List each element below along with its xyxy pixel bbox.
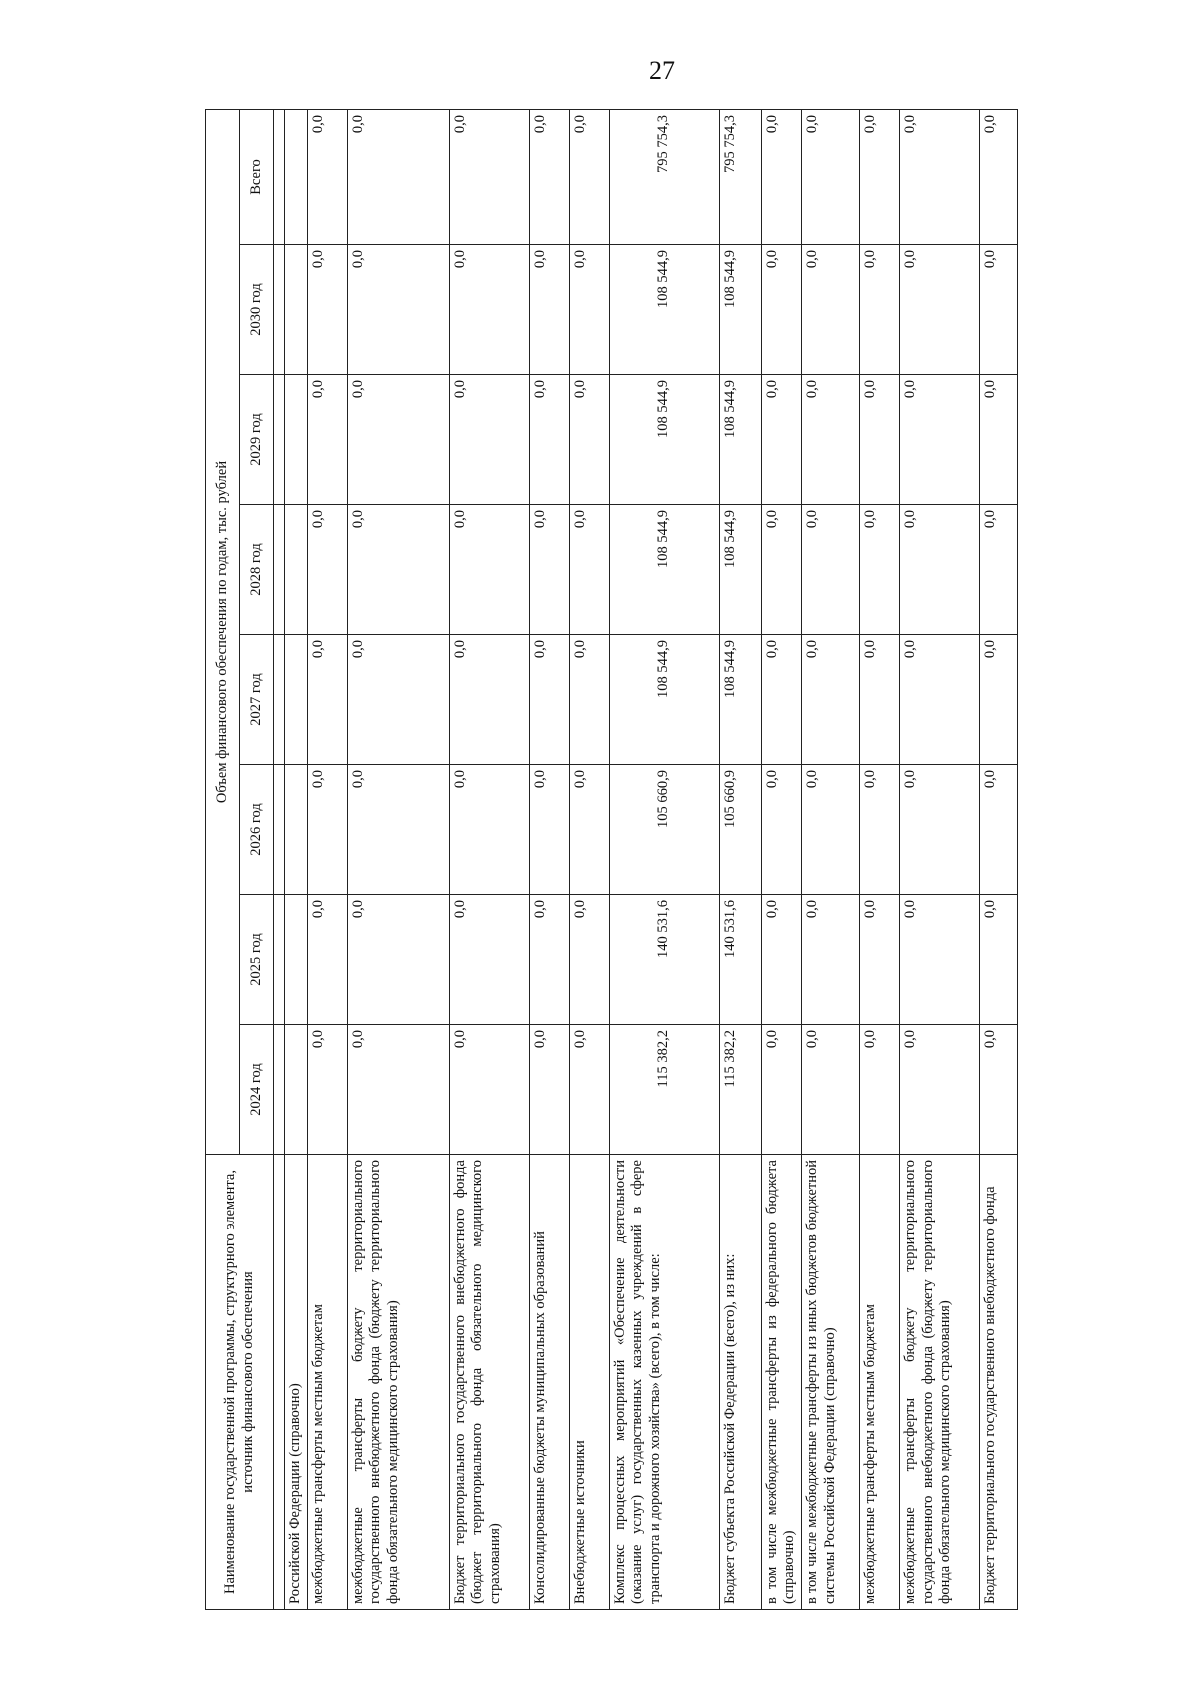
- header-year: 2024 год: [240, 1025, 274, 1155]
- row-value-cell: 0,0: [802, 245, 860, 375]
- row-name-cell: межбюджетные трансферты бюджету территориального государственного внебюджетного фонда (бюджету территориального фонда обязательного медицинского страхования): [347, 1155, 449, 1610]
- row-value-cell: 0,0: [860, 635, 900, 765]
- row-value-cell: 0,0: [761, 375, 801, 505]
- row-total-cell: 0,0: [569, 109, 609, 244]
- row-value-cell: 0,0: [761, 635, 801, 765]
- row-total-cell: 0,0: [529, 109, 569, 244]
- row-name-cell: в том числе межбюджетные трансферты из федерального бюджета (справочно): [761, 1155, 801, 1610]
- row-value-cell: 105 660,9: [609, 765, 719, 895]
- row-value-cell: 108 544,9: [609, 375, 719, 505]
- row-total-cell: 0,0: [802, 109, 860, 244]
- row-value-cell: 0,0: [802, 505, 860, 635]
- row-value-cell: [285, 245, 308, 375]
- table-row: [900, 109, 980, 1609]
- row-value-cell: 0,0: [449, 635, 529, 765]
- row-value-cell: 0,0: [449, 505, 529, 635]
- row-value-cell: 0,0: [569, 1025, 609, 1155]
- header-financing-group: Объем финансового обеспечения по годам, тыс. рублей: [206, 109, 240, 1154]
- row-name-cell: Комплекс процессных мероприятий «Обеспечение деятельности (оказание услуг) государственных казенных учреждений в сфере транспорта и дорожного хозяйства» (всего), в том числе:: [609, 1155, 719, 1610]
- row-value-cell: 0,0: [569, 375, 609, 505]
- row-value-cell: 0,0: [761, 1025, 801, 1155]
- row-value-cell: 0,0: [761, 765, 801, 895]
- row-value-cell: 0,0: [900, 895, 980, 1025]
- row-name-cell: Бюджет территориального государственного внебюджетного фонда (бюджет территориального фонда обязательного медицинского страхования): [449, 1155, 529, 1610]
- row-value-cell: 0,0: [529, 245, 569, 375]
- header-name-column: Наименование государственной программы, структурного элемента, источник финансового обеспечения: [206, 1155, 274, 1610]
- row-total-cell: 795 754,3: [719, 109, 761, 244]
- row-value-cell: 0,0: [569, 245, 609, 375]
- row-value-cell: 0,0: [307, 245, 347, 375]
- row-value-cell: 0,0: [449, 375, 529, 505]
- row-value-cell: 0,0: [307, 765, 347, 895]
- row-name-cell: межбюджетные трансферты местным бюджетам: [307, 1155, 347, 1610]
- row-value-cell: 0,0: [900, 1025, 980, 1155]
- row-name-cell: Внебюджетные источники: [569, 1155, 609, 1610]
- row-value-cell: [285, 375, 308, 505]
- row-value-cell: 0,0: [569, 765, 609, 895]
- row-value-cell: 0,0: [980, 1025, 1018, 1155]
- table-row: [347, 109, 449, 1609]
- row-value-cell: [285, 895, 308, 1025]
- row-value-cell: 0,0: [529, 895, 569, 1025]
- row-value-cell: [285, 1025, 308, 1155]
- row-value-cell: 0,0: [347, 895, 449, 1025]
- financing-table: [205, 109, 1018, 1610]
- row-value-cell: 0,0: [802, 765, 860, 895]
- header-year: 2029 год: [240, 375, 274, 505]
- row-value-cell: 0,0: [347, 635, 449, 765]
- row-value-cell: 0,0: [761, 895, 801, 1025]
- row-total-cell: 0,0: [900, 109, 980, 244]
- table-row: [980, 109, 1018, 1609]
- row-value-cell: 108 544,9: [609, 635, 719, 765]
- row-value-cell: 0,0: [860, 1025, 900, 1155]
- row-name-cell: Бюджет субъекта Российской Федерации (всего), из них:: [719, 1155, 761, 1610]
- row-value-cell: 0,0: [307, 895, 347, 1025]
- table-row: [719, 109, 761, 1609]
- row-value-cell: 0,0: [860, 245, 900, 375]
- table-row: [802, 109, 860, 1609]
- row-value-cell: 0,0: [860, 895, 900, 1025]
- row-value-cell: 0,0: [449, 895, 529, 1025]
- row-value-cell: 0,0: [347, 375, 449, 505]
- row-value-cell: 140 531,6: [719, 895, 761, 1025]
- header-year: 2026 год: [240, 765, 274, 895]
- table-row: [449, 109, 529, 1609]
- row-value-cell: 0,0: [900, 505, 980, 635]
- row-value-cell: 0,0: [761, 245, 801, 375]
- row-total-cell: 795 754,3: [609, 109, 719, 244]
- row-value-cell: 108 544,9: [719, 505, 761, 635]
- row-value-cell: 0,0: [802, 895, 860, 1025]
- row-total-cell: [285, 109, 308, 244]
- row-value-cell: 0,0: [569, 505, 609, 635]
- row-value-cell: 108 544,9: [609, 505, 719, 635]
- row-value-cell: 0,0: [449, 1025, 529, 1155]
- row-name-cell: Консолидированные бюджеты муниципальных образований: [529, 1155, 569, 1610]
- row-value-cell: 105 660,9: [719, 765, 761, 895]
- row-value-cell: 0,0: [900, 635, 980, 765]
- row-value-cell: 0,0: [307, 505, 347, 635]
- row-name-cell: межбюджетные трансферты местным бюджетам: [860, 1155, 900, 1610]
- table-row: [307, 109, 347, 1609]
- row-value-cell: 0,0: [802, 1025, 860, 1155]
- table-body: [285, 109, 1018, 1609]
- header-total: Всего: [240, 109, 274, 244]
- row-value-cell: 0,0: [307, 375, 347, 505]
- row-total-cell: 0,0: [860, 109, 900, 244]
- table-row: [609, 109, 719, 1609]
- page-number: 27: [649, 56, 675, 85]
- row-value-cell: 0,0: [860, 765, 900, 895]
- row-name-cell: межбюджетные трансферты бюджету территориального государственного внебюджетного фонда (бюджету территориального фонда обязательного медицинского страхования): [900, 1155, 980, 1610]
- row-name-cell: Бюджет территориального государственного внебюджетного фонда: [980, 1155, 1018, 1610]
- row-value-cell: 0,0: [307, 1025, 347, 1155]
- row-value-cell: [285, 635, 308, 765]
- table-row: [285, 109, 308, 1609]
- row-value-cell: 0,0: [980, 245, 1018, 375]
- row-value-cell: 115 382,2: [719, 1025, 761, 1155]
- row-value-cell: 115 382,2: [609, 1025, 719, 1155]
- row-value-cell: 108 544,9: [719, 375, 761, 505]
- row-total-cell: 0,0: [761, 109, 801, 244]
- row-value-cell: 0,0: [529, 1025, 569, 1155]
- row-value-cell: 0,0: [802, 635, 860, 765]
- table-row: [761, 109, 801, 1609]
- row-value-cell: [285, 505, 308, 635]
- header-year: 2025 год: [240, 895, 274, 1025]
- row-value-cell: 0,0: [900, 245, 980, 375]
- row-value-cell: 0,0: [980, 635, 1018, 765]
- row-total-cell: 0,0: [980, 109, 1018, 244]
- table-row: [569, 109, 609, 1609]
- row-value-cell: [285, 765, 308, 895]
- table-row: [860, 109, 900, 1609]
- row-value-cell: 0,0: [860, 505, 900, 635]
- header-year: 2028 год: [240, 505, 274, 635]
- row-value-cell: 0,0: [529, 375, 569, 505]
- header-row-group: [206, 109, 240, 1609]
- row-value-cell: 0,0: [980, 505, 1018, 635]
- row-value-cell: 0,0: [900, 375, 980, 505]
- table-row: [529, 109, 569, 1609]
- row-name-cell: в том числе межбюджетные трансферты из иных бюджетов бюджетной системы Российской Федерации (справочно): [802, 1155, 860, 1610]
- row-value-cell: 0,0: [449, 765, 529, 895]
- row-value-cell: 0,0: [529, 505, 569, 635]
- row-value-cell: 0,0: [860, 375, 900, 505]
- row-name-cell: Российской Федерации (справочно): [285, 1155, 308, 1610]
- row-value-cell: 0,0: [900, 765, 980, 895]
- row-value-cell: 0,0: [802, 375, 860, 505]
- row-value-cell: 0,0: [347, 505, 449, 635]
- row-value-cell: 0,0: [449, 245, 529, 375]
- row-value-cell: 0,0: [529, 765, 569, 895]
- header-year: 2027 год: [240, 635, 274, 765]
- row-total-cell: 0,0: [347, 109, 449, 244]
- row-value-cell: 0,0: [529, 635, 569, 765]
- row-value-cell: 108 544,9: [609, 245, 719, 375]
- row-value-cell: 0,0: [347, 245, 449, 375]
- row-value-cell: 0,0: [347, 1025, 449, 1155]
- header-spacer-row: [274, 109, 285, 1609]
- row-value-cell: 140 531,6: [609, 895, 719, 1025]
- rotated-table-container: [205, 110, 1015, 1610]
- row-value-cell: 0,0: [761, 505, 801, 635]
- row-value-cell: 0,0: [347, 765, 449, 895]
- row-total-cell: 0,0: [307, 109, 347, 244]
- row-value-cell: 0,0: [980, 765, 1018, 895]
- header-year: 2030 год: [240, 245, 274, 375]
- row-value-cell: 0,0: [569, 895, 609, 1025]
- row-value-cell: 0,0: [980, 375, 1018, 505]
- row-value-cell: 0,0: [307, 635, 347, 765]
- row-value-cell: 108 544,9: [719, 245, 761, 375]
- row-total-cell: 0,0: [449, 109, 529, 244]
- row-value-cell: 108 544,9: [719, 635, 761, 765]
- row-value-cell: 0,0: [980, 895, 1018, 1025]
- row-value-cell: 0,0: [569, 635, 609, 765]
